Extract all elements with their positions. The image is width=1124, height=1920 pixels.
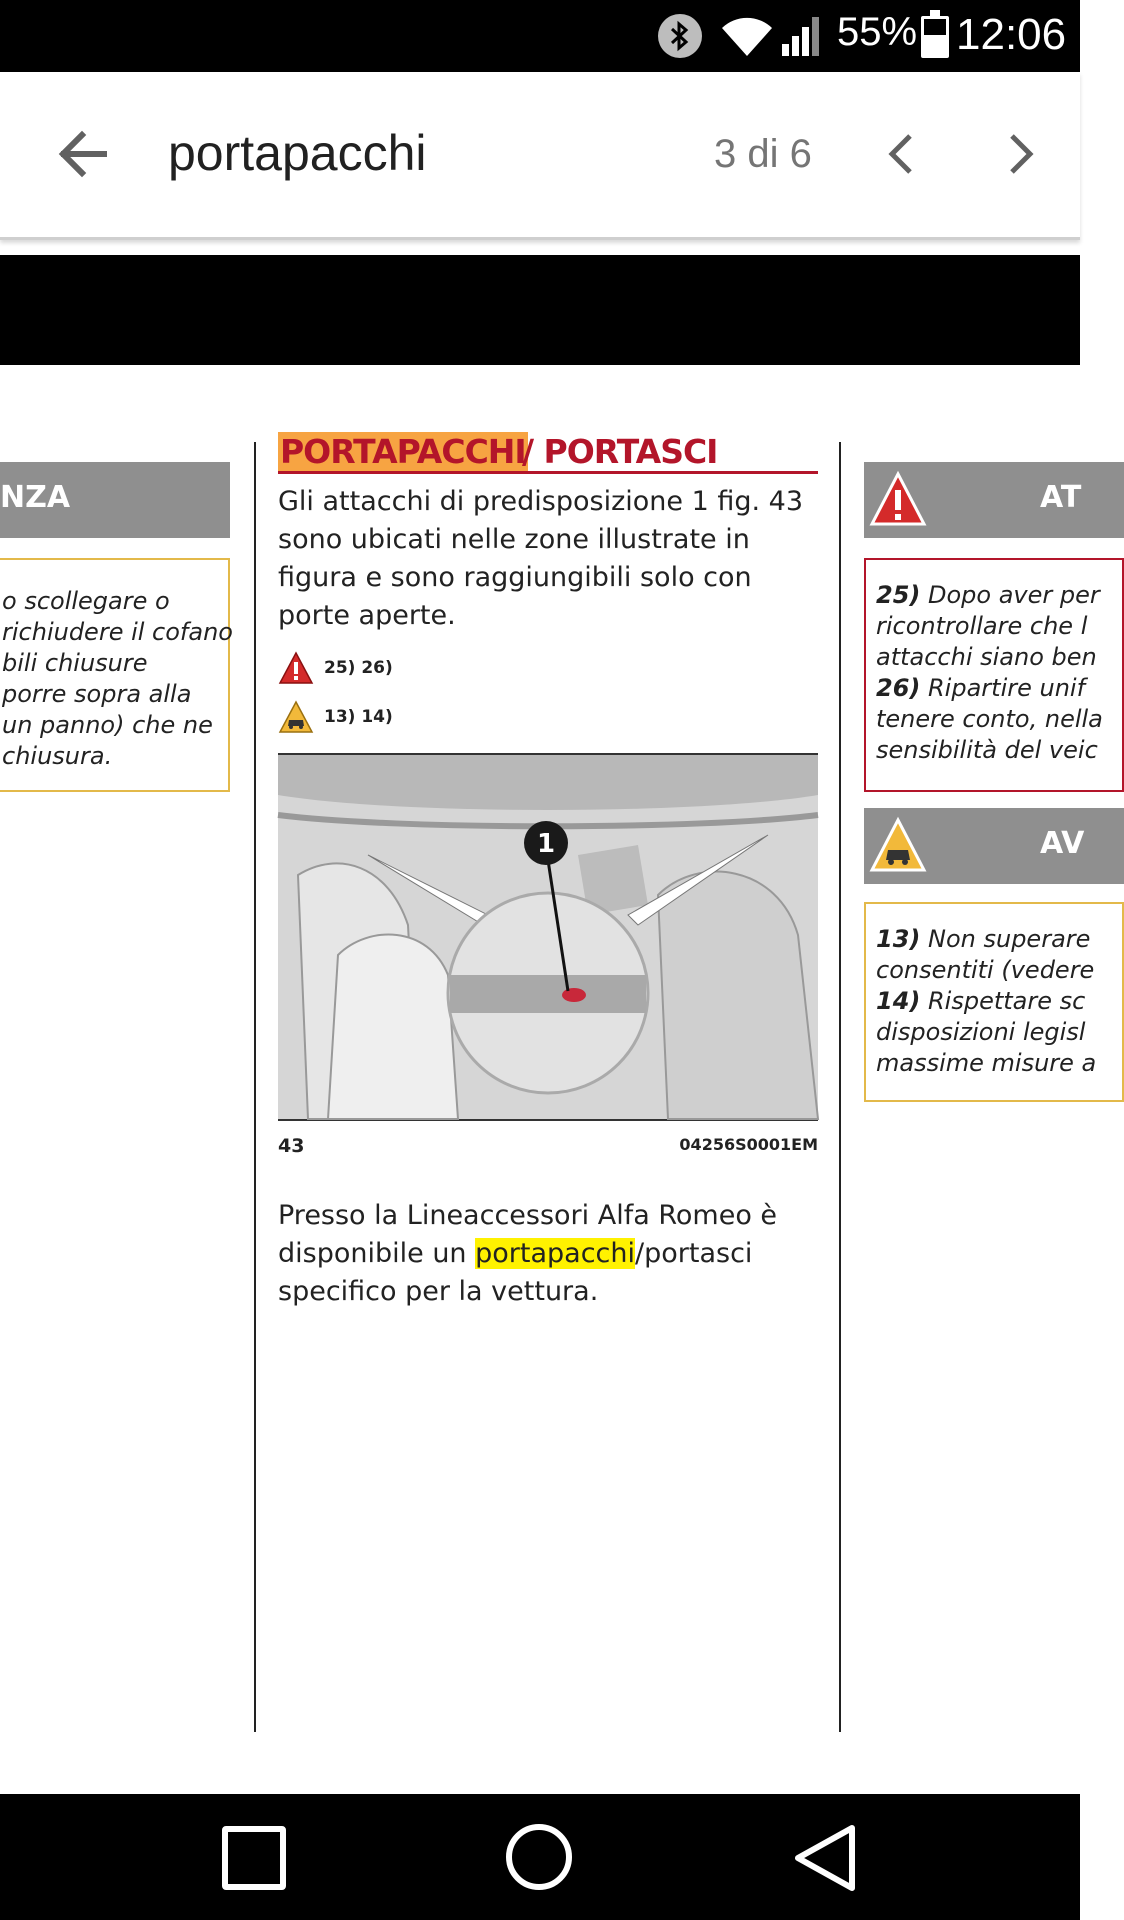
car-interior-figure [278,753,818,1121]
status-bar [0,0,1080,72]
search-toolbar [0,72,1080,240]
note-line: disposizioni legisl [876,1018,1086,1046]
paragraph-text: /portasci specifico per la vettura. [278,1238,753,1307]
clock: 12:06 [956,10,1067,59]
section-title [278,432,818,474]
chevron-left-icon[interactable] [876,126,926,182]
search-match-highlight: portapacchi [475,1238,636,1269]
navigation-bar [0,1794,1080,1920]
warning-section-header [864,462,1124,538]
figure-callout: 1 [536,829,556,859]
title-rest: / PORTASCI [522,432,718,471]
caution-refs: 13) 14) [324,707,393,727]
warning-notes-box [864,558,1124,792]
column-divider [254,442,256,1732]
wifi-icon [720,14,774,58]
note-line: tenere conto, nella [876,705,1103,733]
figure-number: 43 [278,1135,305,1157]
caution-reference [278,698,393,736]
caution-notes-box [864,902,1124,1102]
battery-icon [921,16,949,58]
note-line: massime misure a [876,1049,1097,1077]
note-line: 25) Dopo aver per [876,581,1100,609]
left-header-text: NZA [0,480,71,515]
left-line: chiusura. [2,742,113,770]
paragraph-text: Presso la Lineaccessori Alfa Romeo è disponibile un [278,1200,778,1269]
document-page[interactable] [0,365,1103,1795]
warning-icon [868,470,928,530]
note-line: 13) Non superare [876,925,1091,953]
left-line: richiudere il cofano [2,618,233,646]
left-notice-box [0,558,233,792]
paragraph [278,1197,823,1311]
warning-icon [278,651,314,685]
chevron-right-icon[interactable] [996,126,1046,182]
note-line: consentiti (vedere [876,956,1095,984]
page-top-bar [0,255,1080,365]
caution-section-header [864,808,1124,884]
warning-header-text: AT [1040,480,1082,515]
home-button[interactable] [506,1824,572,1890]
note-line: 26) Ripartire unif [876,674,1086,702]
left-section-header [0,462,230,538]
match-counter: 3 di 6 [714,132,812,176]
left-line: un panno) che ne [2,711,213,739]
bluetooth-icon [658,14,702,58]
signal-icon [780,14,826,58]
note-line: 14) Rispettare sc [876,987,1086,1015]
note-line: ricontrollare che l [876,612,1088,640]
note-line: sensibilità del veic [876,736,1098,764]
caution-header-text: AV [1040,826,1085,861]
note-line: attacchi siano ben [876,643,1097,671]
left-line: bili chiusure [2,649,148,677]
warning-reference [278,649,393,687]
column-divider [839,442,841,1732]
back-arrow-icon[interactable] [52,122,116,186]
left-line: o scollegare o [2,587,170,615]
back-button[interactable] [792,1824,858,1892]
car-caution-icon [868,816,928,876]
left-line: porre sopra alla [2,680,192,708]
battery-percent: 55% [837,10,918,54]
figure-code: 04256S0001EM [679,1135,818,1154]
search-query[interactable]: portapacchi [168,125,427,181]
warning-refs: 25) 26) [324,658,393,678]
recent-apps-button[interactable] [222,1826,286,1890]
paragraph: Gli attacchi di predisposizione 1 fig. 43 sono ubicati nelle zone illustrate in figura e sono raggiungibili solo con porte aperte. [278,486,803,631]
car-caution-icon [278,700,314,734]
title-search-match: PORTAPACCHI [280,432,526,471]
